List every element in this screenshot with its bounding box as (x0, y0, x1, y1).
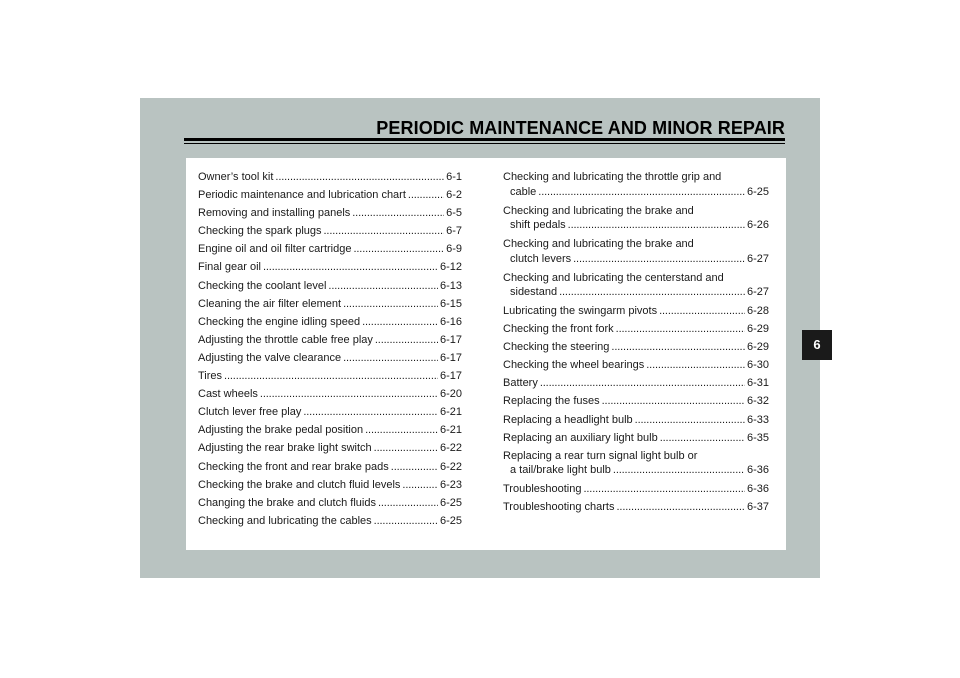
toc-entry-label: Adjusting the valve clearance (198, 351, 342, 364)
toc-leader-dots (378, 496, 438, 511)
toc-entry[interactable] (503, 304, 769, 322)
toc-entry[interactable] (198, 206, 462, 224)
toc-entry-label: Adjusting the throttle cable free play (198, 333, 373, 346)
toc-leader-dots (343, 351, 438, 366)
chapter-tab[interactable]: 6 (802, 330, 832, 360)
toc-page-number: 6-25 (746, 185, 769, 198)
toc-line (503, 500, 769, 515)
toc-page-number: 6-22 (439, 442, 462, 455)
toc-line (198, 333, 462, 348)
toc-page-number: 6-36 (746, 483, 769, 496)
toc-entry-label: Clutch lever free play (198, 406, 302, 419)
toc-page-number: 6-23 (439, 478, 462, 491)
toc-page-number: 6-36 (746, 464, 769, 477)
toc-line (198, 279, 462, 294)
toc-entry[interactable] (198, 423, 462, 441)
toc-page-number: 6-15 (439, 297, 462, 310)
toc-entry-label: clutch levers (510, 252, 572, 265)
toc-entry-label: Lubricating the swingarm pivots (503, 305, 658, 317)
toc-entry[interactable] (198, 405, 462, 423)
toc-entry[interactable] (503, 500, 769, 518)
toc-line (198, 514, 462, 529)
toc-line (503, 394, 769, 409)
toc-entry[interactable] (198, 369, 462, 387)
toc-page-number: 6-27 (746, 252, 769, 265)
toc-leader-dots (362, 315, 438, 330)
toc-page-number: 6-12 (439, 261, 462, 274)
toc-line (198, 387, 462, 402)
toc-entry[interactable] (503, 340, 769, 358)
toc-entry-label: Checking the spark plugs (198, 225, 322, 238)
toc-page-number: 6-27 (746, 286, 769, 298)
toc-leader-dots (343, 297, 438, 312)
toc-entry-label: Final gear oil (198, 261, 261, 274)
toc-entry[interactable] (198, 279, 462, 297)
toc-entry[interactable] (503, 322, 769, 340)
toc-entry-label: a tail/brake light bulb (510, 464, 611, 477)
toc-entry[interactable] (503, 394, 769, 412)
toc-line (198, 351, 462, 366)
toc-entry[interactable] (503, 170, 769, 204)
toc-leader-dots (583, 482, 744, 497)
toc-leader-dots (602, 394, 745, 409)
toc-entry-label: Troubleshooting charts (503, 501, 615, 514)
toc-entry-label: Checking the brake and clutch fluid levels (198, 478, 401, 491)
toc-page-number: 6-28 (746, 305, 769, 317)
toc-entry-label: Troubleshooting (503, 483, 582, 496)
toc-page-number: 6-5 (446, 207, 462, 220)
toc-leader-dots (224, 369, 438, 384)
toc-page-number: 6-26 (746, 219, 769, 231)
toc-leader-dots (659, 304, 745, 319)
toc-line (198, 423, 462, 438)
toc-page-number: 6-9 (446, 243, 462, 256)
toc-leader-dots (375, 333, 438, 348)
toc-leader-dots (374, 441, 438, 456)
toc-line (198, 315, 462, 330)
toc-leader-dots (635, 413, 745, 428)
toc-entry[interactable] (198, 441, 462, 459)
toc-page-number: 6-20 (439, 388, 462, 401)
toc-entry-label: sidestand (510, 286, 558, 298)
toc-entry[interactable] (198, 460, 462, 478)
toc-line (198, 188, 462, 203)
toc-line (198, 496, 462, 511)
toc-entry[interactable] (198, 170, 462, 188)
toc-entry-label: Battery (503, 377, 538, 390)
toc-line (198, 405, 462, 420)
toc-entry[interactable] (503, 449, 769, 483)
toc-leader-dots (540, 376, 745, 391)
toc-line (503, 252, 769, 267)
toc-entry-label: Checking the coolant level (198, 279, 327, 292)
toc-page-number: 6-37 (746, 501, 769, 514)
toc-entry[interactable] (198, 496, 462, 514)
toc-line (503, 340, 769, 355)
toc-page-number: 6-25 (439, 496, 462, 509)
toc-leader-dots (374, 514, 438, 529)
toc-page-number: 6-17 (439, 351, 462, 364)
toc-page-number: 6-35 (746, 431, 769, 444)
toc-line (503, 358, 769, 373)
toc-leader-dots (660, 431, 745, 446)
toc-entry-label: Changing the brake and clutch fluids (198, 496, 376, 509)
toc-entry-label: Checking the steering (503, 341, 610, 354)
toc-entry[interactable] (198, 333, 462, 351)
toc-entry-label: cable (510, 185, 537, 198)
toc-leader-dots (616, 322, 745, 337)
toc-entry[interactable] (503, 204, 769, 238)
toc-line (503, 413, 769, 428)
toc-entry-label: Periodic maintenance and lubrication chart (198, 189, 406, 202)
toc-leader-dots (275, 170, 444, 185)
toc-entry[interactable] (503, 413, 769, 431)
toc-page-number: 6-2 (446, 189, 462, 202)
toc-line (198, 297, 462, 312)
toc-entry-label: Removing and installing panels (198, 207, 351, 220)
toc-entry[interactable] (503, 482, 769, 500)
toc-entry-label: Cast wheels (198, 388, 258, 401)
toc-line (198, 242, 462, 257)
toc-page-number: 6-31 (746, 377, 769, 390)
toc-line (198, 206, 462, 221)
toc-line (198, 260, 462, 275)
toc-page-number: 6-1 (446, 171, 462, 183)
toc-entry[interactable] (198, 188, 462, 206)
toc-line (198, 460, 462, 475)
toc-line (198, 478, 462, 493)
toc-entry-label: Owner’s tool kit (198, 171, 274, 183)
toc-leader-dots (559, 285, 745, 300)
toc-entry-label: Cleaning the air filter element (198, 297, 342, 310)
toc-line (503, 431, 769, 446)
toc-leader-dots (353, 242, 444, 257)
toc-page-number: 6-29 (746, 323, 769, 336)
toc-entry[interactable] (198, 297, 462, 315)
toc-page-number: 6-13 (439, 279, 462, 292)
toc-leader-dots (328, 279, 438, 294)
toc-leader-dots (613, 463, 745, 478)
toc-page-number: 6-7 (446, 225, 462, 238)
toc-entry[interactable] (198, 315, 462, 333)
toc-page-number: 6-21 (439, 406, 462, 419)
toc-entry[interactable] (198, 242, 462, 260)
toc-entry[interactable] (198, 260, 462, 278)
toc-entry-label: Checking and lubricating the cables (198, 514, 372, 527)
toc-entry[interactable] (503, 237, 769, 271)
toc-line (503, 285, 769, 300)
toc-entry-label: Adjusting the rear brake light switch (198, 442, 372, 455)
toc-page-number: 6-17 (439, 370, 462, 383)
toc-leader-dots (573, 252, 745, 267)
toc-leader-dots (303, 405, 438, 420)
toc-leader-dots (391, 460, 438, 475)
toc-leader-dots (365, 423, 438, 438)
toc-page-number: 6-21 (439, 424, 462, 437)
toc-page-number: 6-22 (439, 460, 462, 473)
toc-leader-dots (408, 188, 444, 203)
toc-line (198, 170, 462, 185)
toc-entry-first-line: Checking and lubricating the centerstand and (503, 271, 724, 284)
toc-line (503, 376, 769, 391)
toc-left-column (198, 170, 462, 532)
toc-page-number: 6-30 (746, 359, 769, 372)
toc-entry-first-line: Replacing a rear turn signal light bulb or (503, 449, 698, 462)
toc-leader-dots (617, 500, 745, 515)
toc-leader-dots (646, 358, 745, 373)
page-title: PERIODIC MAINTENANCE AND MINOR REPAIR (376, 118, 785, 138)
toc-entry[interactable] (198, 387, 462, 405)
toc-leader-dots (263, 260, 438, 275)
toc-entry[interactable] (503, 376, 769, 394)
toc-entry-label: Engine oil and oil filter cartridge (198, 243, 352, 256)
toc-page-number: 6-25 (439, 514, 462, 527)
toc-leader-dots (611, 340, 745, 355)
toc-line (503, 322, 769, 337)
toc-entry[interactable] (198, 478, 462, 496)
toc-entry-label: Replacing a headlight bulb (503, 413, 633, 426)
toc-entry[interactable] (198, 351, 462, 369)
toc-page-number: 6-29 (746, 341, 769, 354)
toc-leader-dots (402, 478, 438, 493)
toc-line (198, 369, 462, 384)
title-rule (184, 138, 785, 141)
toc-leader-dots (352, 206, 444, 221)
toc-right-column (503, 170, 769, 518)
toc-entry[interactable] (503, 271, 769, 305)
toc-page-number: 6-33 (746, 413, 769, 426)
toc-page-number: 6-32 (746, 395, 769, 408)
toc-entry[interactable] (503, 431, 769, 449)
toc-entry-first-line: Checking and lubricating the throttle grip and (503, 171, 722, 183)
toc-page-number: 6-16 (439, 315, 462, 328)
toc-line (503, 185, 769, 200)
toc-entry-label: Checking the front and rear brake pads (198, 460, 389, 473)
toc-leader-dots (538, 185, 745, 200)
toc-page-number: 6-17 (439, 333, 462, 346)
toc-line (198, 224, 462, 239)
toc-entry[interactable] (198, 224, 462, 242)
toc-leader-dots (260, 387, 438, 402)
toc-entry-first-line: Checking and lubricating the brake and (503, 238, 694, 250)
toc-entry-label: Checking the engine idling speed (198, 315, 361, 328)
toc-entry-label: Checking the wheel bearings (503, 359, 645, 372)
toc-entry-first-line: Checking and lubricating the brake and (503, 204, 694, 217)
toc-entry-label: Replacing an auxiliary light bulb (503, 431, 658, 444)
toc-entry-label: Checking the front fork (503, 323, 614, 336)
toc-entry-label: Adjusting the brake pedal position (198, 424, 364, 437)
title-rule-thin (184, 143, 785, 144)
toc-entry[interactable] (503, 358, 769, 376)
toc-line (503, 218, 769, 233)
toc-entry[interactable] (198, 514, 462, 532)
toc-entry-label: Tires (198, 370, 223, 383)
toc-line (503, 463, 769, 478)
toc-line (503, 482, 769, 497)
toc-entry-label: Replacing the fuses (503, 395, 600, 408)
toc-line (503, 304, 769, 319)
toc-leader-dots (324, 224, 445, 239)
toc-leader-dots (568, 218, 745, 233)
toc-line (198, 441, 462, 456)
toc-entry-label: shift pedals (510, 219, 566, 231)
